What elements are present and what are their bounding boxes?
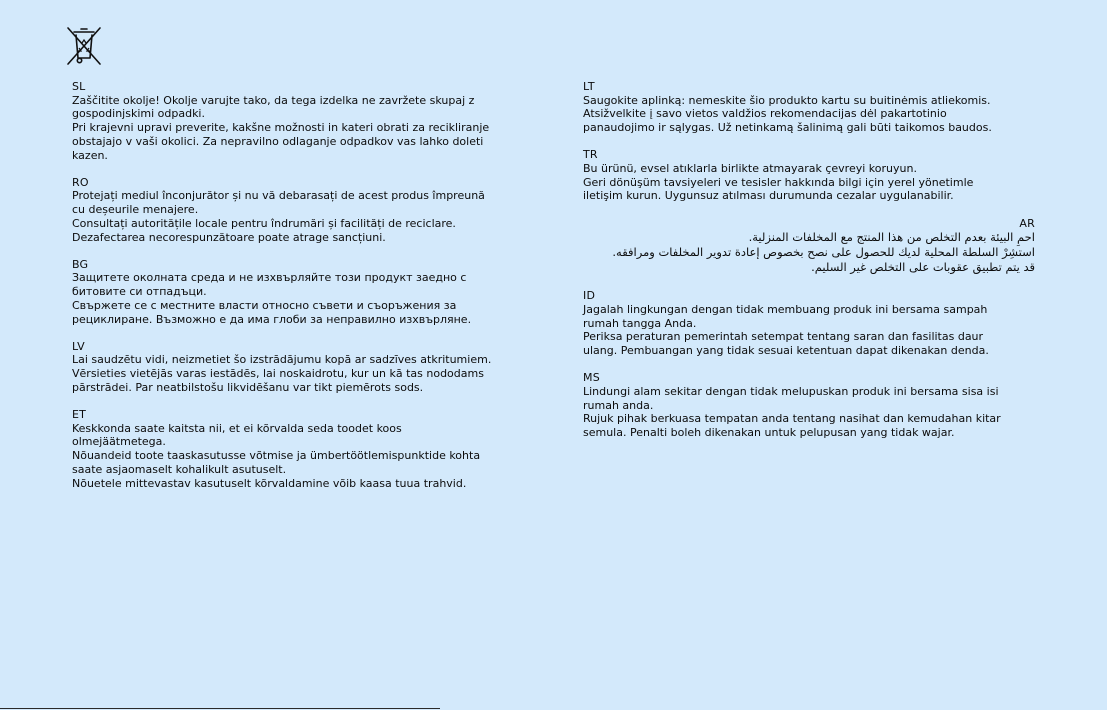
section-bg bbox=[72, 258, 532, 327]
language-code: SL bbox=[72, 80, 86, 93]
disposal-notice: Lindungi alam sekitar dengan tidak melupuskan produk ini bersama sisa isi rumah anda. Rujuk pihak berkuasa tempatan anda tentang nasihat dan kemudahan kitar semula. Penalti boleh dikenakan untuk pelupusan yang tidak wajar. bbox=[583, 385, 1001, 440]
section-id bbox=[583, 289, 1043, 358]
language-code: TR bbox=[583, 148, 598, 162]
left-column bbox=[72, 80, 532, 504]
section-ro bbox=[72, 176, 532, 245]
section-lv bbox=[72, 340, 532, 395]
page-bottom-rule bbox=[0, 708, 440, 709]
language-code: AR bbox=[1019, 216, 1035, 230]
section-sl bbox=[72, 80, 532, 162]
language-code: LT bbox=[583, 80, 595, 93]
disposal-notice: Lai saudzētu vidi, neizmetiet šo izstrādājumu kopā ar sadzīves atkritumiem. Vērsieties vietējās varas iestādēs, lai noskaidrotu, kur un kā tas nododams pārstrādei. Par neatbilstošu likvidēšanu var tikt piemērots sods. bbox=[72, 353, 492, 394]
disposal-notice: Saugokite aplinką: nemeskite šio produkto kartu su buitinėmis atliekomis. Atsižvelkite į savo vietos valdžios rekomendacijas dėl pakartotinio panaudojimo ir sąlygas. Už netinkamą šalinimą gali būti taikomos baudos. bbox=[583, 93, 992, 135]
disposal-notice: Jagalah lingkungan dengan tidak membuang produk ini bersama sampah rumah tangga Anda. Periksa peraturan pemerintah setempat tentang saran dan fasilitas daur ulang. Pembuangan yang tidak sesuai ketentuan dapat dikenakan denda. bbox=[583, 303, 989, 358]
right-column bbox=[583, 80, 1043, 453]
section-et bbox=[72, 408, 532, 490]
crossed-out-bin-icon bbox=[66, 26, 102, 66]
language-code: ET bbox=[72, 408, 87, 422]
disposal-notice: Keskkonda saate kaitsta nii, et ei kõrvalda seda toodet koos olmejäätmetega. Nõuandeid toote taaskasutusse võtmise ja ümbertöötlemispunktide kohta saate asjaomaselt kohalikult asutuselt. Nõuetele mittevastav kasutuselt kõrvaldamine võib kaasa tuua trahvid. bbox=[72, 421, 481, 490]
language-code: BG bbox=[72, 257, 89, 271]
section-lt bbox=[583, 80, 1043, 135]
disposal-notice: Bu ürünü, evsel atıklarla birlikte atmayarak çevreyi koruyun. Geri dönüşüm tavsiyeleri ve tesisler hakkında bilgi için yerel yönetimle iletişim kurun. Uygunsuz atılması durumunda cezalar uygulanabilir. bbox=[583, 162, 974, 203]
language-code: ID bbox=[583, 289, 596, 303]
language-code: MS bbox=[583, 371, 600, 385]
section-ms bbox=[583, 371, 1043, 440]
disposal-notice: Zaščitite okolje! Okolje varujte tako, da tega izdelka ne zavržete skupaj z gospodinjskimi odpadki. Pri krajevni upravi preverite, kakšne možnosti in kateri obrati za recikliranje obstajajo v vaši okolici. Za nepravilno odlaganje odpadkov vas lahko doleti kazen. bbox=[72, 93, 490, 162]
disposal-notice: Защитете околната среда и не изхвърляйте този продукт заедно с битовите си отпадъци. Свържете се с местните власти относно съвети и съоръжения за рециклиране. Възможно е да има глоби за неправилно изхвърляне. bbox=[72, 271, 472, 326]
language-code: RO bbox=[72, 175, 89, 189]
disposal-notice: احمِ البيئة بعدم التخلص من هذا المنتج مع المخلفات المنزلية. استشِرْ السلطة المحلية لديك للحصول على نصح بخصوص إعادة تدوير المخلفات ومرافقه. قد يتم تطبيق عقوبات على التخلص غير السليم. bbox=[612, 230, 1035, 275]
section-tr bbox=[583, 148, 1043, 203]
language-code: LV bbox=[72, 339, 85, 353]
section-ar bbox=[583, 217, 1035, 276]
disposal-notice: Protejați mediul înconjurător și nu vă debarasați de acest produs împreună cu deșeurile menajere. Consultați autoritățile locale pentru îndrumări și facilități de reciclare. Dezafectarea necorespunzătoare poate atrage sancțiuni. bbox=[72, 189, 485, 244]
